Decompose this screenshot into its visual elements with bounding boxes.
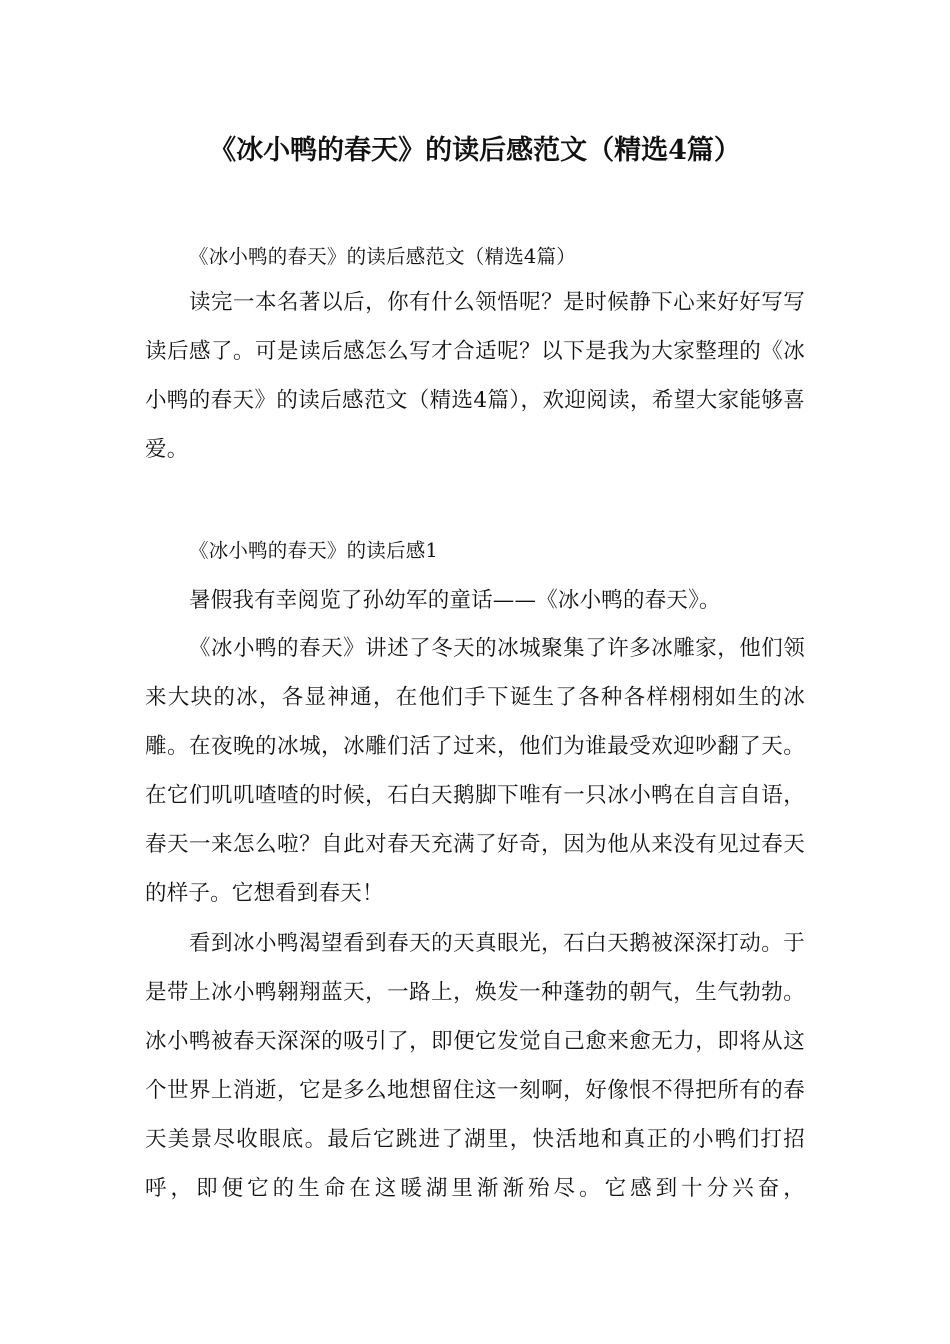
section1-paragraph-1: 暑假我有幸阅览了孙幼军的童话——《冰小鸭的春天》。 (189, 588, 721, 613)
section1-paragraph-2: 《冰小鸭的春天》讲述了冬天的冰城聚集了许多冰雕家，他们领来大块的冰，各显神通，在他们手下诞生了各种各样栩栩如生的冰雕。在夜晚的冰城，冰雕们活了过来，他们为谁最受欢迎吵翻了天。在它们叽叽喳喳的时候，石白天鹅脚下唯有一只冰小鸭在自言自语，春天一来怎么啦？自此对春天充满了好奇，因为他从来没有见过春天的样子。它想看到春天！ (145, 636, 805, 906)
document-subtitle: 《冰小鸭的春天》的读后感范文（精选4篇） (189, 245, 576, 268)
section-heading-1: 《冰小鸭的春天》的读后感1 (189, 539, 439, 562)
intro-paragraph: 读完一本名著以后，你有什么领悟呢？是时候静下心来好好写写读后感了。可是读后感怎么写才合适呢？以下是我为大家整理的《冰小鸭的春天》的读后感范文（精选4篇），欢迎阅读，希望大家能够喜爱。 (145, 290, 805, 462)
document-title: 《冰小鸭的春天》的读后感范文（精选4篇） (209, 135, 741, 166)
section1-paragraph-3: 看到冰小鸭渴望看到春天的天真眼光，石白天鹅被深深打动。于是带上冰小鸭翱翔蓝天，一路上，焕发一种蓬勃的朝气，生气勃勃。冰小鸭被春天深深的吸引了，即便它发觉自己愈来愈无力，即将从这个世界上消逝，它是多么地想留住这一刻啊，好像恨不得把所有的春天美景尽收眼底。最后它跳进了湖里，快活地和真正的小鸭们打招呼，即便它的生命在这暖湖里渐渐殆尽。它感到十分兴奋， (145, 931, 805, 1201)
